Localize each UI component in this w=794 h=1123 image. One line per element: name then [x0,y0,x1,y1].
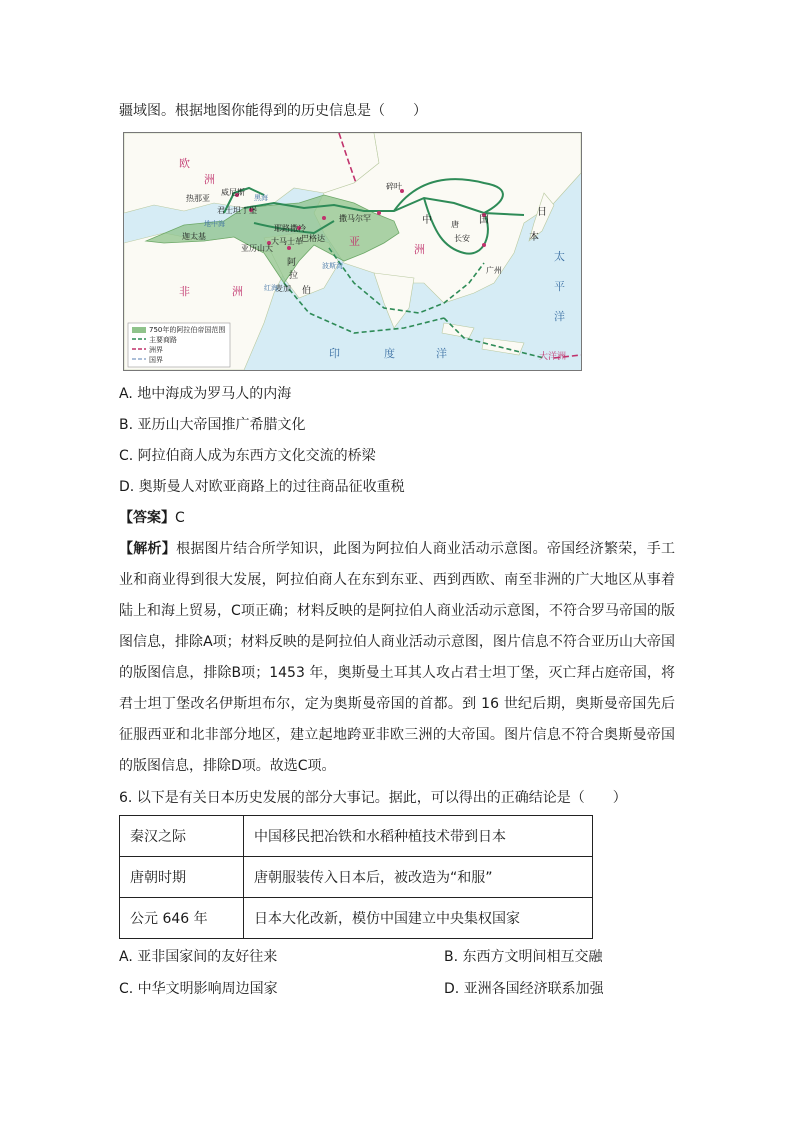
table-row [120,898,593,939]
q6-option-d: D. 亚洲各国经济联系加强 [444,981,604,997]
arab-trade-map [123,132,582,371]
map-place-arabia-3: 伯 [302,286,312,296]
map-label-asia-2: 洲 [414,243,425,256]
q5-option-c: C. 阿拉伯商人成为东西方文化交流的桥梁 [119,448,376,464]
map-place-black-sea: 黑海 [254,194,268,202]
map-place-red-sea: 红海 [264,284,278,292]
map-place-mecca: 麦加 [275,284,291,293]
table-cell-event: 唐朝服装传入日本后，被改造为“和服” [244,857,593,898]
table-cell-event: 日本大化改新，模仿中国建立中央集权国家 [244,898,593,939]
map-place-tang: 唐 [451,220,459,229]
map-place-arabia-2: 拉 [289,271,299,281]
table-row [120,816,593,857]
map-place-persian-gulf: 波斯湾 [322,262,343,270]
analysis-label: 【解析】 [119,541,177,557]
map-place-japan-2: 本 [529,232,539,243]
map-place-damascus: 大马士革 [271,237,303,246]
map-label-indian-3: 洋 [436,347,447,360]
q5-option-a: A. 地中海成为罗马人的内海 [119,386,292,402]
map-place-china-1: 中 [422,215,432,226]
map-place-japan-1: 日 [537,207,547,218]
map-label-pacific-3: 洋 [554,310,565,323]
q5-option-d: D. 奥斯曼人对欧亚商路上的过往商品征收重税 [119,479,405,495]
map-place-suyab: 碎叶 [386,182,402,191]
table-cell-period: 唐朝时期 [120,857,244,898]
question-intro: 疆域图。根据地图你能得到的历史信息是（ ） [119,103,427,119]
answer-line [119,508,185,528]
japan-events-table [119,815,593,939]
q6-option-c: C. 中华文明影响周边国家 [119,981,278,997]
map-label-africa-2: 洲 [232,285,243,298]
table-cell-period: 秦汉之际 [120,816,244,857]
map-label-asia-1: 亚 [349,235,360,248]
legend-empire: 750年的阿拉伯帝国范围 [149,326,226,334]
map-label-indian-1: 印 [329,347,340,360]
legend-continent-border: 洲界 [149,346,163,354]
q6-stem: 6. 以下是有关日本历史发展的部分大事记。据此，可以得出的正确结论是（ ） [119,790,627,806]
table-row [120,857,593,898]
q6-option-b: B. 东西方文明间相互交融 [444,949,603,965]
map-label-africa-1: 非 [179,285,190,298]
legend-route: 主要商路 [149,336,177,344]
map-label-indian-2: 度 [384,347,395,360]
answer-value: C [175,510,185,526]
legend-national-border: 国界 [149,356,163,364]
map-label-pacific-1: 太 [554,250,565,263]
map-place-constantinople: 君士坦丁堡 [217,206,257,215]
q5-option-b: B. 亚历山大帝国推广希腊文化 [119,417,306,433]
answer-label: 【答案】 [119,510,175,526]
map-place-china-2: 国 [479,215,489,226]
analysis-text: 根据图片结合所学知识，此图为阿拉伯人商业活动示意图。帝国经济繁荣，手工业和商业得到很大发展，阿拉伯商人在东到东亚、西到西欧、南至非洲的广大地区从事着陆上和海上贸易，C项正确；材料反映的是阿拉伯人商业活动示意图，不符合罗马帝国的版图信息，排除A项；材料反映的是阿拉伯人商业活动示意图，图片信息不符合亚历山大帝国的版图信息，排除B项；1453 年，奥斯曼土耳其人攻占君士坦丁堡，灭亡拜占庭帝国，将君士坦丁堡改名伊斯坦布尔，定为奥斯曼帝国的首都。到 16 世纪后期，奥斯曼帝国先后征服西亚和北非部分地区，建立起地跨亚非欧三洲的大帝国。图片信息不符合奥斯曼帝国的版图信息，排除D项。故选C项。 [119,541,676,774]
map-place-changan: 长安 [454,234,470,243]
table-cell-period: 公元 646 年 [120,898,244,939]
map-place-jerusalem: 耶路撒冷 [274,224,306,233]
map-place-venice: 威尼斯 [221,188,245,197]
map-place-samarkand: 撒马尔罕 [339,214,371,223]
map-place-alexandria: 亚历山大 [241,244,273,253]
map-place-genoa: 热那亚 [186,194,210,203]
map-label-europe-2: 洲 [204,173,215,186]
table-cell-event: 中国移民把冶铁和水稻种植技术带到日本 [244,816,593,857]
analysis-paragraph [119,534,675,782]
map-place-baghdad: 巴格达 [301,234,325,243]
q6-option-a: A. 亚非国家间的友好往来 [119,949,278,965]
map-label-europe-1: 欧 [179,157,190,170]
map-place-mediterranean: 地中海 [204,220,225,228]
map-place-guangzhou: 广州 [486,266,502,275]
map-label-oceania: 大洋洲 [539,352,567,362]
map-place-arabia-1: 阿 [287,258,297,268]
map-place-carthage: 迦太基 [182,232,206,241]
map-label-pacific-2: 平 [554,280,565,293]
